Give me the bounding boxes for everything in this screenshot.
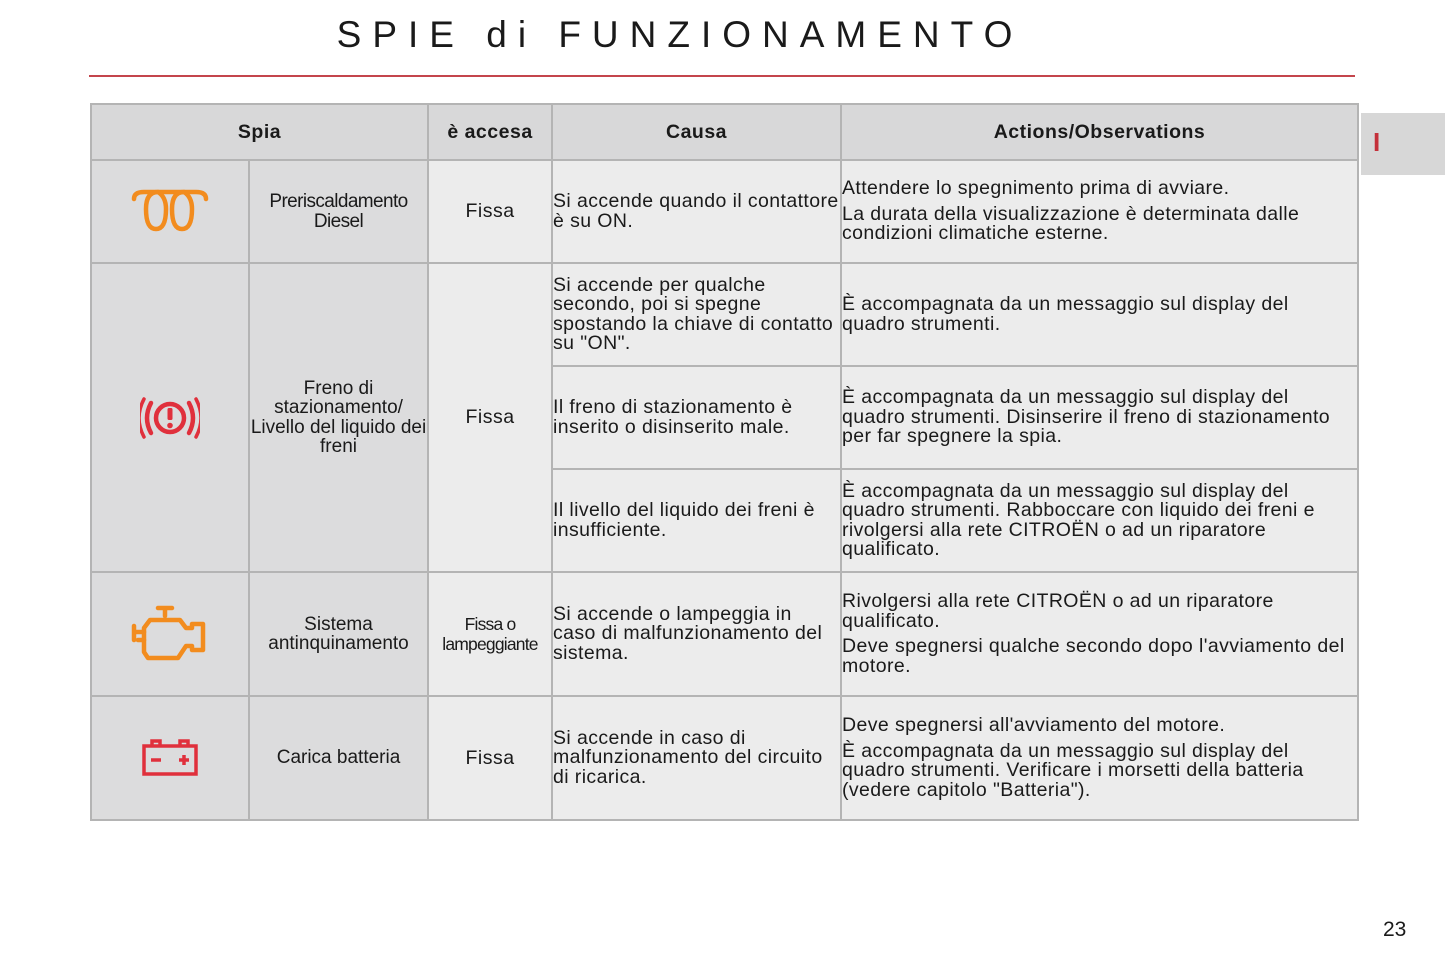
section-tab-label: I xyxy=(1373,127,1381,157)
parking-brake-icon xyxy=(140,394,200,442)
cause-cell: Il livello del liquido dei freni è insufficiente. xyxy=(552,469,841,572)
action-text: Deve spegnersi qualche secondo dopo l'avviamento del motore. xyxy=(842,635,1345,677)
table-row xyxy=(91,572,1358,696)
cause-cell: Si accende o lampeggia in caso di malfunzionamento del sistema. xyxy=(552,572,841,696)
warning-name: Preriscaldamento Diesel xyxy=(249,160,428,263)
header-actions: Actions/Observations xyxy=(841,104,1358,160)
action-text: Rivolgersi alla rete CITROËN o ad un riparatore qualificato. xyxy=(842,590,1274,632)
section-tab[interactable] xyxy=(1361,113,1445,175)
cause-cell: Il freno di stazionamento è inserito o disinserito male. xyxy=(552,366,841,469)
action-text: È accompagnata da un messaggio sul display del quadro strumenti. Verificare i morsetti della batteria (vedere capitolo "Batteria"). xyxy=(842,739,1304,801)
glow-plug-icon xyxy=(130,187,210,237)
table-row xyxy=(91,160,1358,263)
icon-cell xyxy=(91,696,249,820)
table-row xyxy=(91,696,1358,820)
actions-cell xyxy=(841,366,1358,469)
battery-icon xyxy=(140,738,200,778)
actions-cell xyxy=(841,696,1358,820)
action-text: È accompagnata da un messaggio sul display del quadro strumenti. Rabboccare con liquido dei freni e rivolgersi alla rete CITROËN o ad un riparatore qualificato. xyxy=(842,479,1315,560)
action-text: Attendere lo spegnimento prima di avviare. xyxy=(842,177,1230,200)
cause-cell: Si accende per qualche secondo, poi si spegne spostando la chiave di contatto su "ON". xyxy=(552,263,841,366)
cause-cell: Si accende in caso di malfunzionamento del circuito di ricarica. xyxy=(552,696,841,820)
action-text: È accompagnata da un messaggio sul display del quadro strumenti. xyxy=(842,293,1289,335)
icon-cell xyxy=(91,160,249,263)
warning-name: Sistema antinquinamento xyxy=(249,572,428,696)
title-divider xyxy=(89,75,1355,77)
warning-name: Freno di stazionamento/ Livello del liquido dei freni xyxy=(249,263,428,572)
engine-check-icon xyxy=(130,604,210,664)
action-text: È accompagnata da un messaggio sul display del quadro strumenti. Disinserire il freno di stazionamento per far spegnere la spia. xyxy=(842,386,1331,448)
table-row xyxy=(91,263,1358,366)
page-number: 23 xyxy=(1383,918,1407,941)
action-text: Deve spegnersi all'avviamento del motore. xyxy=(842,714,1226,736)
icon-cell xyxy=(91,572,249,696)
actions-cell xyxy=(841,469,1358,572)
actions-cell xyxy=(841,160,1358,263)
warning-name: Carica batteria xyxy=(249,696,428,820)
header-causa: Causa xyxy=(552,104,841,160)
actions-cell xyxy=(841,572,1358,696)
table-header-row xyxy=(91,104,1358,160)
icon-cell xyxy=(91,263,249,572)
warning-lights-table xyxy=(90,103,1359,821)
warning-state: Fissa xyxy=(428,160,552,263)
page-title: SPIE di FUNZIONAMENTO xyxy=(336,14,1024,55)
warning-state: Fissa xyxy=(428,263,552,572)
header-spia: Spia xyxy=(91,104,428,160)
actions-cell xyxy=(841,263,1358,366)
warning-state: Fissa o lampeggiante xyxy=(428,572,552,696)
cause-cell: Si accende quando il contattore è su ON. xyxy=(552,160,841,263)
header-accesa: è accesa xyxy=(428,104,552,160)
action-text: La durata della visualizzazione è determinata dalle condizioni climatiche esterne. xyxy=(842,202,1300,245)
warning-state: Fissa xyxy=(428,696,552,820)
